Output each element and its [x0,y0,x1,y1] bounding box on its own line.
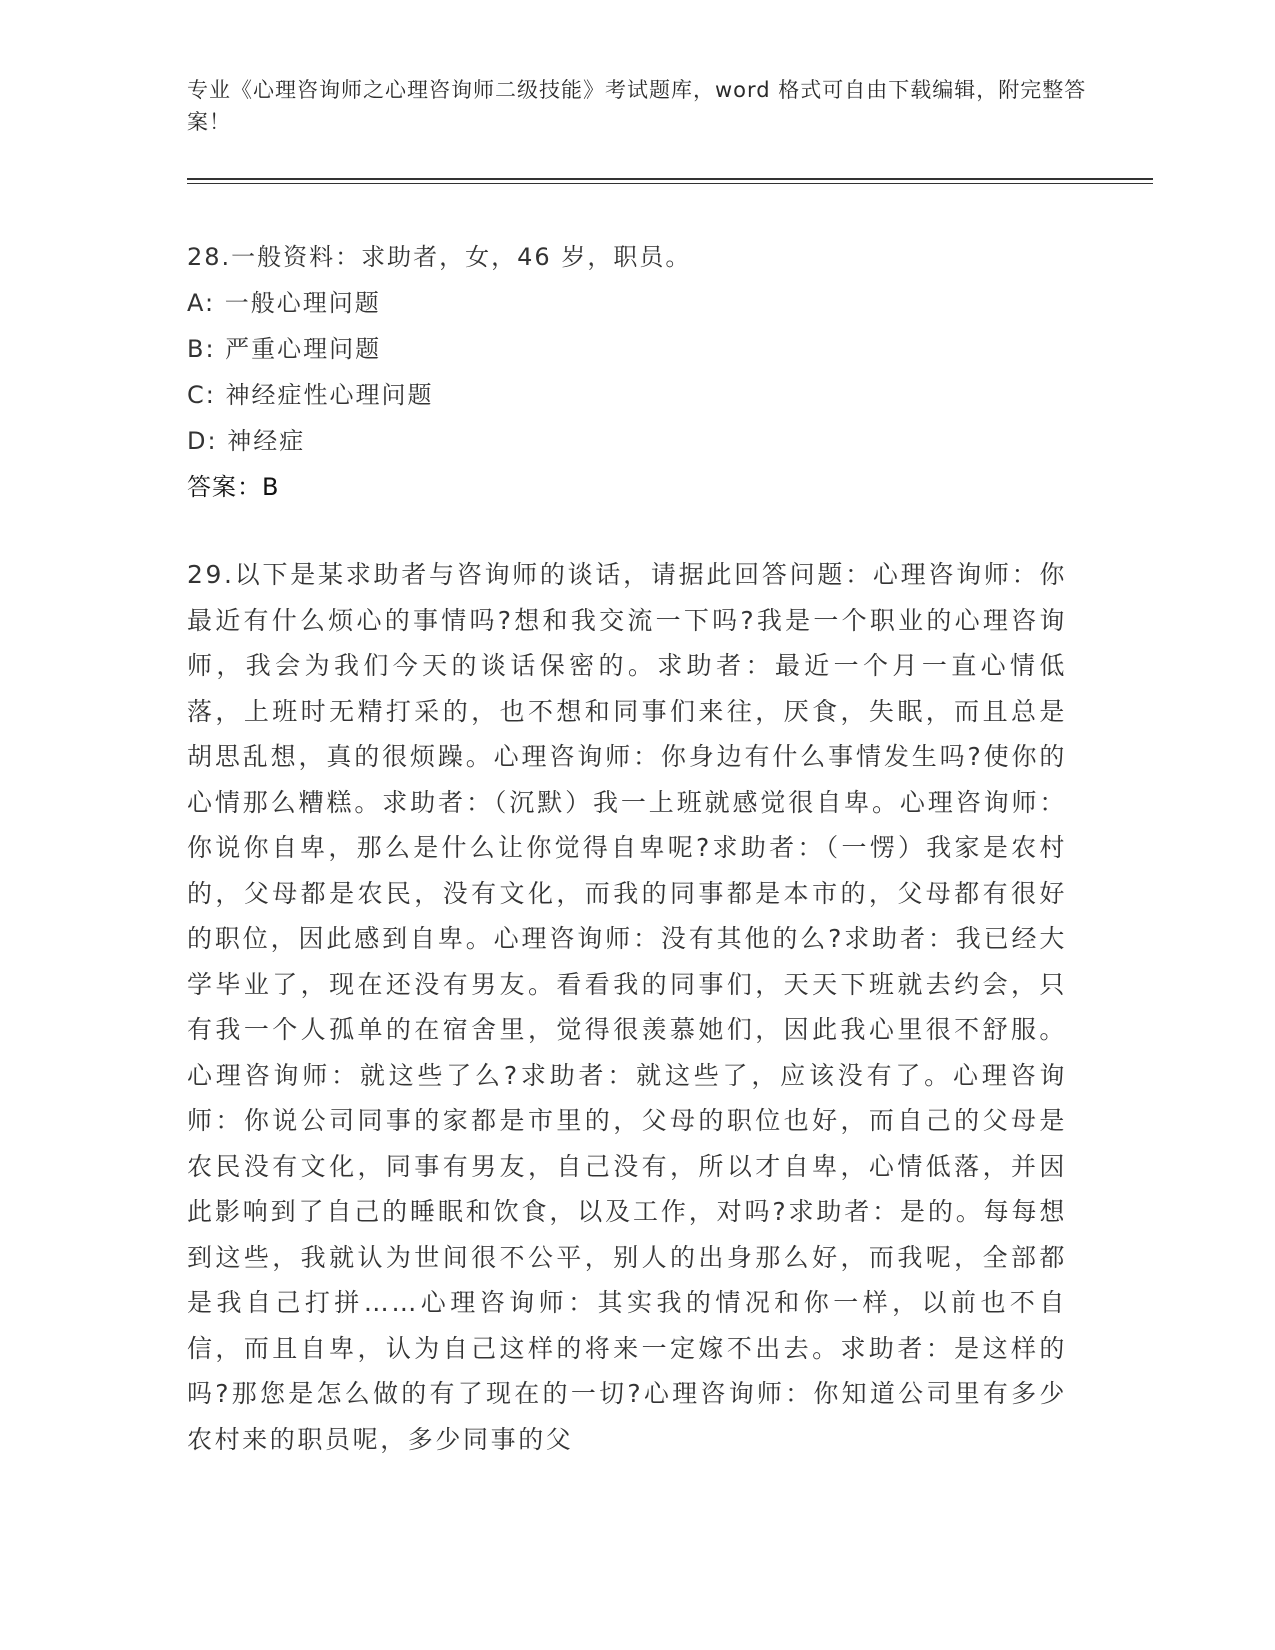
question-28-option-a: A: 一般心理问题 [187,289,381,317]
question-28 [187,234,1087,510]
header-divider-thin [187,183,1153,184]
question-28-option-b: B: 严重心理问题 [187,335,382,363]
question-28-option-c: C: 神经症性心理问题 [187,381,434,409]
document-header: 专业《心理咨询师之心理咨询师二级技能》考试题库，word 格式可自由下载编辑，附完整答案！ [187,78,1087,134]
question-28-option-d: D: 神经症 [187,427,306,455]
question-28-answer: 答案：B [187,473,280,501]
header-divider [187,178,1153,180]
question-29: 29.以下是某求助者与咨询师的谈话，请据此回答问题：心理咨询师：你最近有什么烦心的事情吗?想和我交流一下吗?我是一个职业的心理咨询师，我会为我们今天的谈话保密的。求助者：最近一个月一直心情低落，上班时无精打采的，也不想和同事们来往，厌食，失眠，而且总是胡思乱想，真的很烦躁。心理咨询师：你身边有什么事情发生吗?使你的心情那么糟糕。求助者：（沉默）我一上班就感觉很自卑。心理咨询师：你说你自卑，那么是什么让你觉得自卑呢?求助者：（一愣）我家是农村的，父母都是农民，没有文化，而我的同事都是本市的，父母都有很好的职位，因此感到自卑。心理咨询师：没有其他的么?求助者：我已经大学毕业了，现在还没有男友。看看我的同事们，天天下班就去约会，只有我一个人孤单的在宿舍里，觉得很羡慕她们，因此我心里很不舒服。心理咨询师：就这些了么?求助者：就这些了，应该没有了。心理咨询师：你说公司同事的家都是市里的，父母的职位也好，而自己的父母是农民没有文化，同事有男友，自己没有，所以才自卑，心情低落，并因此影响到了自己的睡眠和饮食，以及工作，对吗?求助者：是的。每每想到这些，我就认为世间很不公平，别人的出身那么好，而我呢，全部都是我自己打拼……心理咨询师：其实我的情况和你一样，以前也不自信，而且自卑，认为自己这样的将来一定嫁不出去。求助者：是这样的吗?那您是怎么做的有了现在的一切?心理咨询师：你知道公司里有多少农村来的职员呢，多少同事的父 [187,560,1067,1454]
question-28-stem: 28.一般资料：求助者，女，46 岁，职员。 [187,243,692,271]
